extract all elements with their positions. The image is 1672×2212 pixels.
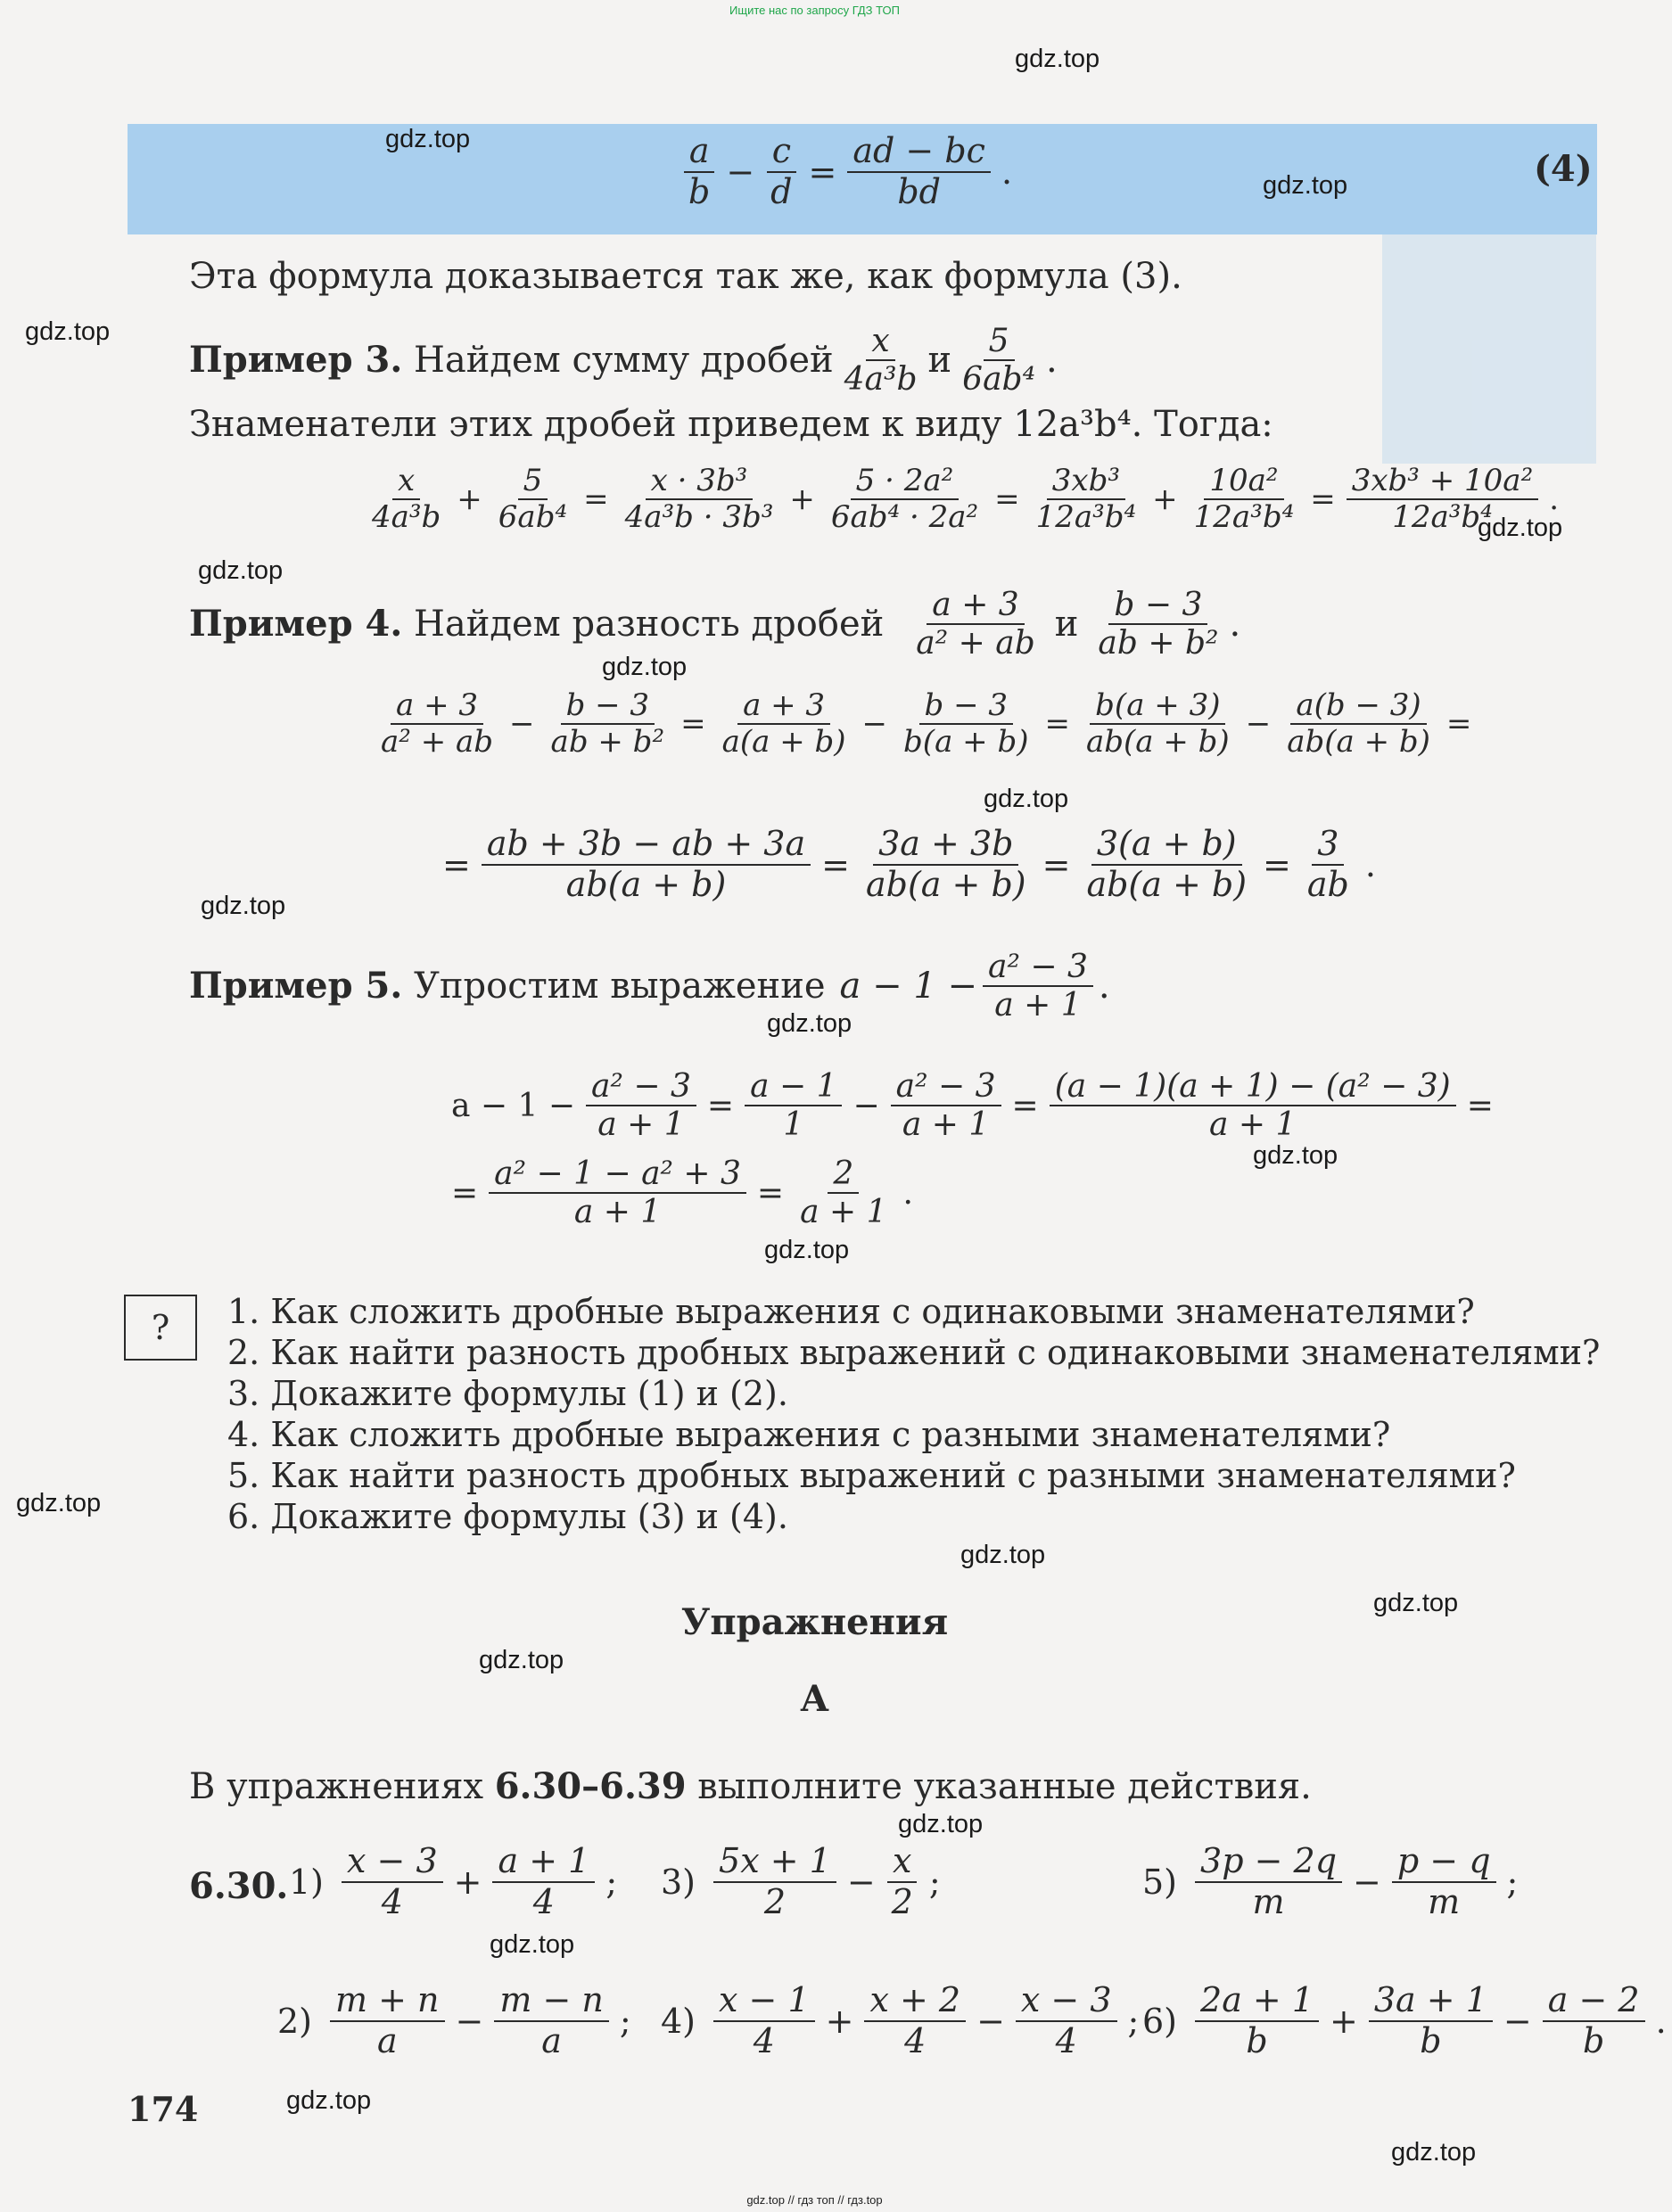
- item-label: 2): [277, 2001, 313, 2041]
- fraction: [620, 464, 779, 535]
- operator: ;: [1506, 1862, 1519, 1902]
- numerator: b − 3: [919, 688, 1014, 725]
- fraction: $\frac{a}{b}$: [683, 132, 715, 211]
- operator: a − 1 −: [451, 1087, 576, 1124]
- watermark: gdz.top: [286, 2086, 372, 2115]
- operator: −: [1245, 706, 1272, 743]
- fraction: [342, 1842, 443, 1921]
- watermark: gdz.top: [767, 1009, 852, 1038]
- numerator: (a − 1)(a + 1) − (a² − 3): [1050, 1068, 1456, 1106]
- operator: =: [442, 844, 471, 884]
- denominator: 2: [763, 1881, 786, 1921]
- denominator: a(a + b): [721, 724, 846, 761]
- numerator: 3a + 3b: [873, 825, 1018, 866]
- item-label: 3): [661, 1862, 696, 1902]
- operator: −: [1503, 2001, 1532, 2041]
- question-item: 5. Как найти разность дробных выражений с разными знаменателями?: [227, 1456, 1516, 1495]
- denominator: 4a³b: [372, 499, 441, 536]
- denominator: 6ab⁴: [498, 499, 568, 536]
- denominator: a: [376, 2020, 398, 2060]
- operator: .: [902, 1174, 913, 1212]
- denominator: ab(a + b): [865, 864, 1026, 904]
- example-4-calculation-line2: [437, 825, 1381, 904]
- numerator: x + 2: [864, 1981, 966, 2022]
- denominator: ab + b²: [550, 724, 665, 761]
- fraction: [1302, 825, 1355, 904]
- operator: =: [756, 1174, 785, 1212]
- fraction: [494, 1981, 609, 2060]
- exercise-6-30-4: [655, 1981, 1144, 2060]
- watermark: gdz.top: [1391, 2138, 1477, 2167]
- exercises-heading: Упражнения: [680, 1601, 949, 1643]
- watermark: gdz.top: [1373, 1589, 1459, 1617]
- numerator: m + n: [330, 1981, 445, 2022]
- exercise-6-30-5: [1137, 1842, 1523, 1921]
- denominator: 4: [532, 1881, 555, 1921]
- example-3-line2: Знаменатели этих дробей приведем к виду 12a³b⁴. Тогда:: [189, 404, 1273, 445]
- fraction: [586, 1068, 696, 1144]
- fraction: $\frac{c}{d}$: [765, 132, 797, 211]
- top-link[interactable]: Ищите нас по запросу ГДЗ ТОП: [729, 4, 900, 17]
- denominator: b: [1582, 2020, 1605, 2060]
- operator: −: [455, 2001, 484, 2041]
- denominator: 12a³b⁴: [1035, 499, 1137, 536]
- operator: =: [1042, 844, 1071, 884]
- example-5-calculation-line1: [446, 1068, 1499, 1144]
- exercises-level: А: [800, 1678, 829, 1720]
- numerator: a(b − 3): [1290, 688, 1426, 725]
- formula-number: (4): [1534, 148, 1593, 190]
- question-item: 1. Как сложить дробные выражения с одинаковыми знаменателями?: [227, 1292, 1475, 1331]
- numerator: a − 1: [745, 1068, 842, 1106]
- watermark: gdz.top: [198, 556, 284, 585]
- numerator: a + 1: [492, 1842, 595, 1883]
- fraction: $\frac{ad - bc}{bd}$: [847, 132, 991, 211]
- fraction: [546, 688, 671, 760]
- numerator: x: [392, 464, 420, 500]
- numerator: 3(a + b): [1091, 825, 1242, 866]
- numerator: m − n: [494, 1981, 609, 2022]
- numerator: 5 · 2a²: [851, 464, 960, 500]
- watermark: gdz.top: [1263, 171, 1348, 200]
- fraction: [891, 1068, 1001, 1144]
- denominator: 4: [1055, 2020, 1077, 2060]
- operator: ;: [605, 1862, 618, 1902]
- item-label: 4): [661, 2001, 696, 2041]
- exercise-6-30-1: [284, 1842, 622, 1921]
- operator: +: [825, 2001, 854, 2041]
- fraction: [492, 1842, 595, 1921]
- fraction: [1369, 1981, 1493, 2060]
- denominator: 12a³b⁴: [1193, 499, 1295, 536]
- operator: =: [583, 481, 609, 518]
- example-3-calculation: [361, 464, 1564, 535]
- numerator: 2a + 1: [1195, 1981, 1319, 2022]
- fraction: [1081, 688, 1235, 760]
- fraction: [1031, 464, 1142, 535]
- operator: .: [1549, 481, 1560, 518]
- operator: −: [861, 706, 888, 743]
- operator: +: [789, 481, 815, 518]
- fraction: [861, 825, 1032, 904]
- operator: ;: [928, 1862, 941, 1902]
- watermark: gdz.top: [385, 125, 471, 153]
- fraction: [864, 1981, 966, 2060]
- fraction: [1281, 688, 1436, 760]
- denominator: a + 1: [573, 1194, 662, 1231]
- fraction: [795, 1155, 892, 1231]
- denominator: 4a³b · 3b³: [624, 499, 774, 536]
- fraction: [826, 464, 984, 535]
- fraction: [1195, 1842, 1342, 1921]
- fraction: [1189, 464, 1300, 535]
- operator: −: [509, 706, 535, 743]
- denominator: a + 1: [902, 1106, 990, 1144]
- exercise-6-30-2: [272, 1981, 637, 2060]
- numerator: x: [887, 1842, 917, 1883]
- exercise-number: 6.30.: [189, 1865, 289, 1907]
- example-5-statement: Пример 5. Упростим выражение a − 1 − $\frac{\text{a² − 3}}{a + 1}$ .: [189, 949, 1110, 1024]
- numerator: p − q: [1392, 1842, 1496, 1883]
- proof-note: Эта формула доказывается так же, как формула (3).: [189, 256, 1182, 297]
- numerator: a² − 3: [891, 1068, 1001, 1106]
- fraction: [1195, 1981, 1319, 2060]
- numerator: 3xb³: [1047, 464, 1125, 500]
- numerator: a − 2: [1543, 1981, 1645, 2022]
- item-label: 6): [1142, 2001, 1178, 2041]
- fraction: [1016, 1981, 1117, 2060]
- example-4-statement: Пример 4. Найдем разность дробей $\frac{a + 3}{\text{a² + ab}}$ и $\frac{b - 3}{\text{ab + b²}}$ .: [189, 587, 1241, 662]
- numerator: a² − 3: [586, 1068, 696, 1106]
- bottom-link[interactable]: gdz.top // гдз топ // гдз.top: [746, 2193, 883, 2207]
- question-mark-box: ?: [124, 1295, 197, 1361]
- denominator: a + 1: [597, 1106, 685, 1144]
- watermark: gdz.top: [984, 785, 1069, 813]
- denominator: 4: [753, 2020, 775, 2060]
- denominator: ab(a + b): [1287, 724, 1430, 761]
- denominator: a² + ab: [381, 724, 494, 761]
- fraction: [898, 688, 1034, 760]
- numerator: a + 3: [737, 688, 830, 725]
- numerator: 3xb³ + 10a²: [1347, 464, 1538, 500]
- operator: +: [1152, 481, 1178, 518]
- operator: ;: [1127, 2001, 1140, 2041]
- denominator: a + 1: [1208, 1106, 1297, 1144]
- operator: −: [852, 1087, 880, 1124]
- numerator: x − 3: [1016, 1981, 1117, 2022]
- review-questions: [227, 1291, 1600, 1537]
- fraction: [367, 464, 446, 535]
- question-item: 6. Докажите формулы (3) и (4).: [227, 1497, 788, 1536]
- numerator: 2: [828, 1155, 859, 1194]
- operator: −: [976, 2001, 1005, 2041]
- numerator: 3a + 1: [1369, 1981, 1493, 2022]
- denominator: b: [1246, 2020, 1268, 2060]
- operator: −: [1353, 1862, 1381, 1902]
- fraction: [1081, 825, 1252, 904]
- operator: =: [451, 1174, 479, 1212]
- operator: =: [1011, 1087, 1039, 1124]
- question-item: 4. Как сложить дробные выражения с разными знаменателями?: [227, 1415, 1391, 1454]
- denominator: 6ab⁴ · 2a²: [830, 499, 979, 536]
- operator: =: [1044, 706, 1070, 743]
- denominator: 4: [904, 2020, 927, 2060]
- numerator: a² − 1 − a² + 3: [489, 1155, 746, 1194]
- numerator: ab + 3b − ab + 3a: [482, 825, 811, 866]
- operator: +: [453, 1862, 482, 1902]
- fraction: [1543, 1981, 1645, 2060]
- operator: =: [706, 1087, 735, 1124]
- operator: =: [994, 481, 1020, 518]
- denominator: ab: [1306, 864, 1349, 904]
- denominator: m: [1252, 1881, 1285, 1921]
- numerator: b(a + 3): [1090, 688, 1225, 725]
- watermark: gdz.top: [479, 1646, 564, 1674]
- numerator: 3p − 2q: [1195, 1842, 1342, 1883]
- numerator: 3: [1312, 825, 1344, 866]
- denominator: a: [541, 2020, 562, 2060]
- operator: .: [1655, 2001, 1667, 2041]
- operator: =: [680, 706, 706, 743]
- fraction: [375, 688, 498, 760]
- numerator: a + 3: [391, 688, 483, 725]
- example-3-statement: Пример 3. Найдем сумму дробей $\frac{x}{\text{4a³b}}$ и $\frac{5}{\text{6ab⁴}}$ .: [189, 323, 1058, 399]
- numerator: x − 3: [342, 1842, 443, 1883]
- denominator: b(a + b): [903, 724, 1029, 761]
- watermark: gdz.top: [490, 1930, 575, 1959]
- watermark: gdz.top: [1253, 1141, 1338, 1170]
- operator: +: [457, 481, 482, 518]
- exercises-intro: В упражнениях 6.30–6.39 выполните указанные действия.: [189, 1765, 1312, 1807]
- denominator: ab(a + b): [565, 864, 727, 904]
- watermark: gdz.top: [764, 1236, 850, 1264]
- numerator: 5x + 1: [713, 1842, 836, 1883]
- item-label: 5): [1142, 1862, 1178, 1902]
- fraction: [489, 1155, 746, 1231]
- item-label: 1): [289, 1862, 325, 1902]
- operator: =: [1263, 844, 1291, 884]
- operator: .: [1364, 844, 1376, 884]
- fraction: [745, 1068, 842, 1144]
- fraction: [493, 464, 572, 535]
- watermark: gdz.top: [201, 892, 286, 920]
- watermark: gdz.top: [960, 1541, 1046, 1569]
- operator: =: [821, 844, 850, 884]
- numerator: x − 1: [713, 1981, 815, 2022]
- fraction: [330, 1981, 445, 2060]
- denominator: 4: [381, 1881, 403, 1921]
- fraction: [886, 1842, 918, 1921]
- operator: ;: [619, 2001, 631, 2041]
- operator: =: [1310, 481, 1336, 518]
- denominator: 2: [891, 1881, 913, 1921]
- page-number: 174: [128, 2089, 199, 2129]
- operator: −: [846, 1862, 876, 1902]
- numerator: x · 3b³: [646, 464, 754, 500]
- watermark: gdz.top: [25, 317, 111, 346]
- denominator: m: [1428, 1881, 1461, 1921]
- example-4-calculation-line1: [370, 688, 1477, 760]
- denominator: b: [1420, 2020, 1442, 2060]
- operator: +: [1330, 2001, 1358, 2041]
- fraction: [1050, 1068, 1456, 1144]
- fraction: [713, 1981, 815, 2060]
- fraction: [1392, 1842, 1496, 1921]
- watermark: gdz.top: [898, 1810, 984, 1838]
- exercise-6-30-3: [655, 1842, 946, 1921]
- operator: =: [1445, 706, 1472, 743]
- denominator: 1: [783, 1106, 804, 1144]
- question-item: 2. Как найти разность дробных выражений с одинаковыми знаменателями?: [227, 1333, 1601, 1372]
- question-item: 3. Докажите формулы (1) и (2).: [227, 1374, 788, 1413]
- denominator: 12a³b⁴: [1392, 499, 1493, 536]
- fraction: [482, 825, 811, 904]
- formula-4: $\frac{a}{b}$ − $\frac{c}{d}$ = $\frac{ad - bc}{bd}$ .: [678, 132, 1017, 211]
- watermark: gdz.top: [16, 1489, 102, 1517]
- numerator: b − 3: [561, 688, 655, 725]
- watermark: gdz.top: [1015, 45, 1100, 73]
- denominator: ab(a + b): [1085, 724, 1230, 761]
- exercise-6-30-6: [1137, 1981, 1672, 2060]
- denominator: ab(a + b): [1086, 864, 1248, 904]
- fraction: [717, 688, 852, 760]
- numerator: 5: [518, 464, 548, 500]
- operator: =: [1466, 1087, 1494, 1124]
- fraction: [713, 1842, 836, 1921]
- watermark: gdz.top: [602, 653, 688, 681]
- denominator: a + 1: [800, 1194, 887, 1231]
- watermark: gdz.top: [1478, 514, 1563, 542]
- numerator: 10a²: [1204, 464, 1283, 500]
- example-5-calculation-line2: [446, 1155, 918, 1231]
